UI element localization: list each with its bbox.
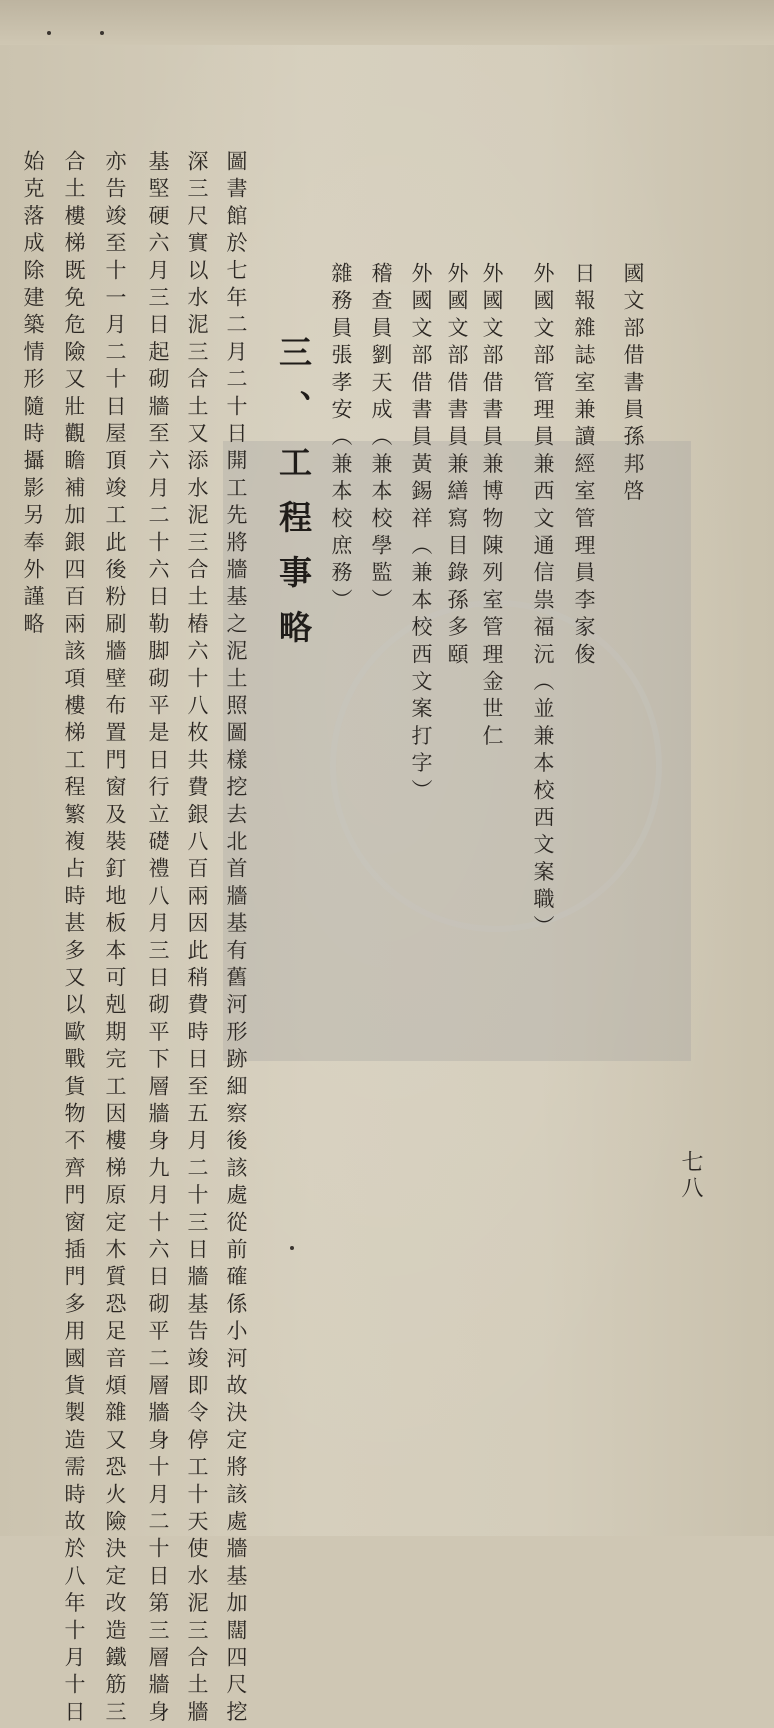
speck [47, 31, 51, 35]
body-column: 合土樓梯既免危險又壯觀瞻補加銀四百兩該項樓梯工程繁複占時甚多又以歐戰貨物不齊門窗插門多用國貨製造需時故於八年十月十日 [62, 150, 86, 1728]
staff-column: 國文部借書員孫邦啓 [621, 262, 645, 507]
section-heading: 三、工程事略 [274, 335, 313, 665]
staff-column: 外國文部管理員兼西文通信祟福沅（並兼本校西文案職） [531, 262, 555, 942]
staff-column: 外國文部借書員兼博物陳列室管理金世仁 [480, 262, 504, 752]
page-top-fold [0, 0, 774, 45]
body-column: 基堅硬六月三日起砌牆至六月二十六日勒脚砌平是日行立礎禮八月三日砌平下層牆身九月十六日砌平二層牆身十月二十日第三層牆身 [146, 150, 170, 1728]
speck [100, 31, 104, 35]
body-column: 亦告竣至十一月二十日屋頂竣工此後粉刷牆壁布置門窗及裝釘地板本可剋期完工因樓梯原定木質恐足音煩雜又恐火險決定改造鐵筋三 [103, 150, 127, 1728]
staff-column: 日報雜誌室兼讀經室管理員李家俊 [572, 262, 596, 670]
body-column: 始克落成除建築情形隨時攝影另奉外謹略 [21, 150, 45, 640]
staff-column: 外國文部借書員黃錫祥（兼本校西文案打字） [409, 262, 433, 806]
page-number: 七八 [678, 1150, 703, 1202]
staff-column: 稽查員劉天成（兼本校學監） [369, 262, 393, 616]
staff-column: 雜務員張孝安（兼本校庶務） [329, 262, 353, 616]
body-column: 深三尺實以水泥三合土又添水泥三合土樁六十八枚共費銀八百兩因此稍費時日至五月二十三日牆基告竣即令停工十天使水泥三合土牆 [185, 150, 209, 1728]
speck [290, 1246, 294, 1250]
staff-column: 外國文部借書員兼繕寫目錄孫多頤 [445, 262, 469, 670]
body-column: 圖書館於七年二月二十日開工先將牆基之泥土照圖樣挖去北首牆基有舊河形跡細察後該處從前確係小河故決定將該處牆基加闊四尺挖 [224, 150, 248, 1728]
